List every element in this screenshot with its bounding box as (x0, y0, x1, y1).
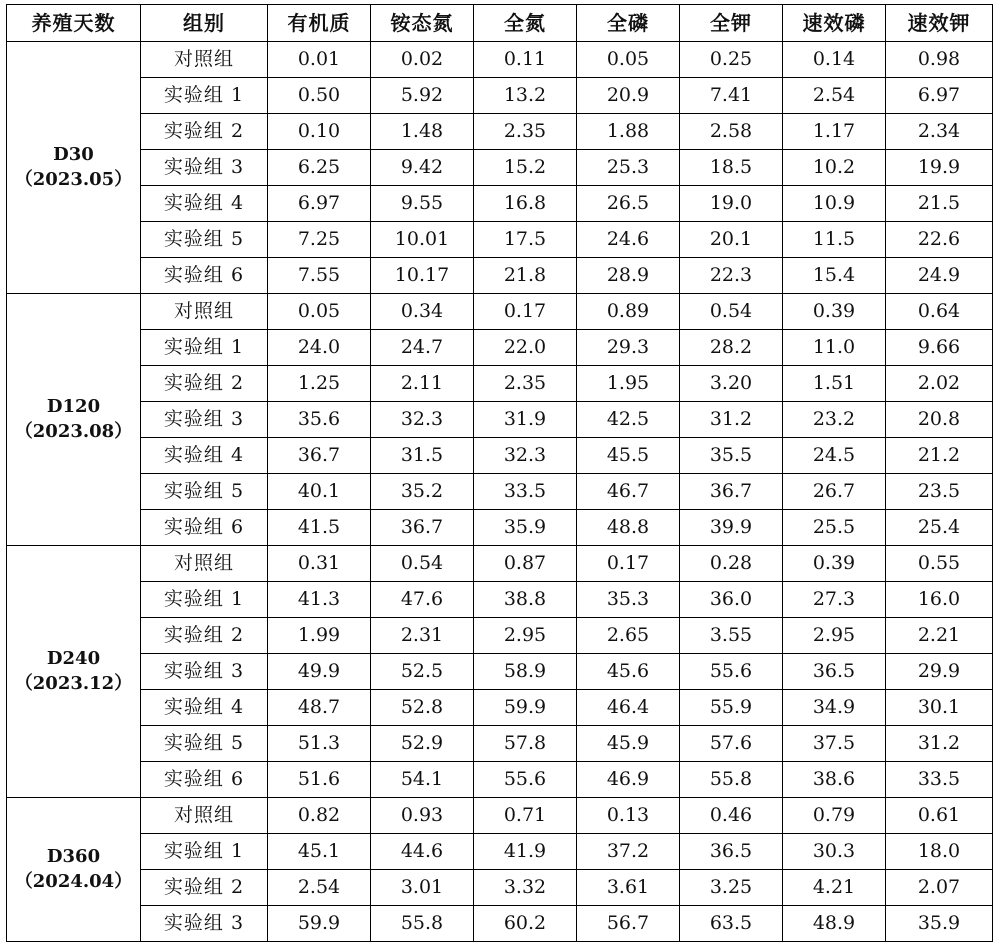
value-cell: 0.13 (577, 798, 680, 834)
value-cell: 52.8 (371, 690, 474, 726)
value-cell: 57.8 (474, 726, 577, 762)
value-cell: 0.14 (783, 42, 886, 78)
table-row (7, 294, 993, 330)
value-cell: 9.66 (886, 330, 993, 366)
value-cell: 44.6 (371, 834, 474, 870)
value-cell: 45.1 (268, 834, 371, 870)
value-cell: 0.39 (783, 294, 886, 330)
value-cell: 2.35 (474, 114, 577, 150)
value-cell: 30.1 (886, 690, 993, 726)
value-cell: 60.2 (474, 906, 577, 942)
value-cell: 57.6 (680, 726, 783, 762)
header-cell: 全钾 (680, 5, 783, 42)
value-cell: 35.3 (577, 582, 680, 618)
value-cell: 24.6 (577, 222, 680, 258)
table-row (7, 150, 993, 186)
value-cell: 23.2 (783, 402, 886, 438)
table-row (7, 114, 993, 150)
value-cell: 11.5 (783, 222, 886, 258)
value-cell: 27.3 (783, 582, 886, 618)
table-row (7, 834, 993, 870)
value-cell: 0.39 (783, 546, 886, 582)
table-row (7, 510, 993, 546)
group-cell: 对照组 (141, 798, 268, 834)
value-cell: 42.5 (577, 402, 680, 438)
value-cell: 35.2 (371, 474, 474, 510)
group-cell: 对照组 (141, 546, 268, 582)
group-cell: 实验组 5 (141, 222, 268, 258)
value-cell: 0.71 (474, 798, 577, 834)
value-cell: 26.7 (783, 474, 886, 510)
group-cell: 实验组 2 (141, 366, 268, 402)
table-row (7, 474, 993, 510)
value-cell: 2.58 (680, 114, 783, 150)
value-cell: 22.3 (680, 258, 783, 294)
value-cell: 35.9 (886, 906, 993, 942)
period-date: （2023.05） (14, 168, 133, 190)
value-cell: 23.5 (886, 474, 993, 510)
table-row (7, 798, 993, 834)
value-cell: 0.01 (268, 42, 371, 78)
value-cell: 2.95 (474, 618, 577, 654)
period-day: D120 (46, 396, 101, 418)
group-cell: 实验组 3 (141, 402, 268, 438)
value-cell: 7.41 (680, 78, 783, 114)
value-cell: 20.9 (577, 78, 680, 114)
value-cell: 16.0 (886, 582, 993, 618)
value-cell: 46.7 (577, 474, 680, 510)
value-cell: 2.21 (886, 618, 993, 654)
value-cell: 33.5 (474, 474, 577, 510)
value-cell: 0.54 (371, 546, 474, 582)
value-cell: 24.5 (783, 438, 886, 474)
value-cell: 56.7 (577, 906, 680, 942)
table-row (7, 618, 993, 654)
value-cell: 30.3 (783, 834, 886, 870)
value-cell: 45.5 (577, 438, 680, 474)
value-cell: 58.9 (474, 654, 577, 690)
period-date: （2023.08） (14, 420, 133, 442)
value-cell: 29.9 (886, 654, 993, 690)
period-date: （2024.04） (14, 870, 133, 892)
value-cell: 41.5 (268, 510, 371, 546)
value-cell: 0.89 (577, 294, 680, 330)
value-cell: 2.35 (474, 366, 577, 402)
group-cell: 实验组 5 (141, 726, 268, 762)
value-cell: 0.87 (474, 546, 577, 582)
period-day: D30 (53, 144, 94, 166)
value-cell: 2.34 (886, 114, 993, 150)
value-cell: 3.20 (680, 366, 783, 402)
value-cell: 0.17 (474, 294, 577, 330)
value-cell: 25.3 (577, 150, 680, 186)
value-cell: 1.48 (371, 114, 474, 150)
value-cell: 15.4 (783, 258, 886, 294)
table-row (7, 402, 993, 438)
value-cell: 0.02 (371, 42, 474, 78)
group-cell: 实验组 2 (141, 618, 268, 654)
group-cell: 实验组 1 (141, 330, 268, 366)
value-cell: 21.8 (474, 258, 577, 294)
value-cell: 36.7 (680, 474, 783, 510)
value-cell: 0.98 (886, 42, 993, 78)
value-cell: 63.5 (680, 906, 783, 942)
header-cell: 养殖天数 (7, 5, 141, 42)
value-cell: 28.9 (577, 258, 680, 294)
header-cell: 全氮 (474, 5, 577, 42)
table-row (7, 546, 993, 582)
value-cell: 24.9 (886, 258, 993, 294)
table-row (7, 906, 993, 942)
value-cell: 32.3 (474, 438, 577, 474)
value-cell: 20.1 (680, 222, 783, 258)
value-cell: 35.5 (680, 438, 783, 474)
value-cell: 37.5 (783, 726, 886, 762)
period-cell (7, 294, 141, 546)
table-row (7, 870, 993, 906)
header-cell: 全磷 (577, 5, 680, 42)
value-cell: 21.5 (886, 186, 993, 222)
value-cell: 7.55 (268, 258, 371, 294)
value-cell: 0.17 (577, 546, 680, 582)
table-row (7, 438, 993, 474)
table-row (7, 78, 993, 114)
value-cell: 10.2 (783, 150, 886, 186)
value-cell: 22.0 (474, 330, 577, 366)
value-cell: 19.0 (680, 186, 783, 222)
period-date: （2023.12） (14, 672, 133, 694)
value-cell: 17.5 (474, 222, 577, 258)
table-row (7, 762, 993, 798)
period-cell (7, 798, 141, 942)
value-cell: 3.61 (577, 870, 680, 906)
header-cell: 速效钾 (886, 5, 993, 42)
value-cell: 24.7 (371, 330, 474, 366)
value-cell: 0.34 (371, 294, 474, 330)
value-cell: 3.32 (474, 870, 577, 906)
value-cell: 33.5 (886, 762, 993, 798)
table-row (7, 258, 993, 294)
value-cell: 45.9 (577, 726, 680, 762)
group-cell: 实验组 6 (141, 762, 268, 798)
value-cell: 16.8 (474, 186, 577, 222)
value-cell: 52.9 (371, 726, 474, 762)
value-cell: 48.8 (577, 510, 680, 546)
value-cell: 11.0 (783, 330, 886, 366)
group-cell: 实验组 4 (141, 186, 268, 222)
value-cell: 0.79 (783, 798, 886, 834)
value-cell: 0.50 (268, 78, 371, 114)
value-cell: 15.2 (474, 150, 577, 186)
value-cell: 32.3 (371, 402, 474, 438)
value-cell: 4.21 (783, 870, 886, 906)
value-cell: 31.2 (680, 402, 783, 438)
value-cell: 18.0 (886, 834, 993, 870)
value-cell: 51.6 (268, 762, 371, 798)
value-cell: 0.10 (268, 114, 371, 150)
value-cell: 1.17 (783, 114, 886, 150)
value-cell: 2.07 (886, 870, 993, 906)
value-cell: 0.46 (680, 798, 783, 834)
value-cell: 36.5 (783, 654, 886, 690)
value-cell: 37.2 (577, 834, 680, 870)
value-cell: 28.2 (680, 330, 783, 366)
value-cell: 1.51 (783, 366, 886, 402)
value-cell: 48.7 (268, 690, 371, 726)
value-cell: 25.4 (886, 510, 993, 546)
soil-nutrient-table (6, 4, 993, 942)
table-row (7, 186, 993, 222)
value-cell: 20.8 (886, 402, 993, 438)
table-row (7, 690, 993, 726)
value-cell: 46.4 (577, 690, 680, 726)
value-cell: 38.8 (474, 582, 577, 618)
value-cell: 0.11 (474, 42, 577, 78)
value-cell: 3.25 (680, 870, 783, 906)
value-cell: 31.9 (474, 402, 577, 438)
value-cell: 2.95 (783, 618, 886, 654)
value-cell: 36.0 (680, 582, 783, 618)
table-row (7, 654, 993, 690)
value-cell: 9.55 (371, 186, 474, 222)
value-cell: 36.5 (680, 834, 783, 870)
value-cell: 41.9 (474, 834, 577, 870)
value-cell: 22.6 (886, 222, 993, 258)
value-cell: 1.88 (577, 114, 680, 150)
value-cell: 47.6 (371, 582, 474, 618)
value-cell: 40.1 (268, 474, 371, 510)
value-cell: 24.0 (268, 330, 371, 366)
value-cell: 54.1 (371, 762, 474, 798)
value-cell: 41.3 (268, 582, 371, 618)
value-cell: 10.01 (371, 222, 474, 258)
group-cell: 实验组 4 (141, 438, 268, 474)
value-cell: 0.31 (268, 546, 371, 582)
period-cell (7, 546, 141, 798)
value-cell: 35.9 (474, 510, 577, 546)
value-cell: 13.2 (474, 78, 577, 114)
value-cell: 26.5 (577, 186, 680, 222)
value-cell: 6.97 (268, 186, 371, 222)
value-cell: 0.05 (577, 42, 680, 78)
period-day: D360 (46, 846, 101, 868)
value-cell: 38.6 (783, 762, 886, 798)
value-cell: 55.6 (680, 654, 783, 690)
value-cell: 5.92 (371, 78, 474, 114)
value-cell: 2.65 (577, 618, 680, 654)
value-cell: 55.6 (474, 762, 577, 798)
value-cell: 46.9 (577, 762, 680, 798)
group-cell: 实验组 4 (141, 690, 268, 726)
value-cell: 2.11 (371, 366, 474, 402)
value-cell: 31.5 (371, 438, 474, 474)
value-cell: 3.55 (680, 618, 783, 654)
table-row (7, 366, 993, 402)
value-cell: 51.3 (268, 726, 371, 762)
value-cell: 0.93 (371, 798, 474, 834)
value-cell: 55.9 (680, 690, 783, 726)
value-cell: 6.25 (268, 150, 371, 186)
group-cell: 实验组 1 (141, 78, 268, 114)
value-cell: 59.9 (268, 906, 371, 942)
table-container (6, 4, 993, 942)
value-cell: 6.97 (886, 78, 993, 114)
value-cell: 2.54 (783, 78, 886, 114)
value-cell: 59.9 (474, 690, 577, 726)
header-cell: 速效磷 (783, 5, 886, 42)
value-cell: 2.02 (886, 366, 993, 402)
group-cell: 实验组 2 (141, 114, 268, 150)
value-cell: 45.6 (577, 654, 680, 690)
value-cell: 1.99 (268, 618, 371, 654)
group-cell: 实验组 3 (141, 654, 268, 690)
value-cell: 10.9 (783, 186, 886, 222)
value-cell: 49.9 (268, 654, 371, 690)
value-cell: 0.61 (886, 798, 993, 834)
value-cell: 52.5 (371, 654, 474, 690)
table-row (7, 726, 993, 762)
value-cell: 21.2 (886, 438, 993, 474)
group-cell: 实验组 1 (141, 582, 268, 618)
value-cell: 29.3 (577, 330, 680, 366)
group-cell: 对照组 (141, 42, 268, 78)
group-cell: 实验组 6 (141, 258, 268, 294)
value-cell: 34.9 (783, 690, 886, 726)
group-cell: 实验组 2 (141, 870, 268, 906)
value-cell: 39.9 (680, 510, 783, 546)
header-cell: 有机质 (268, 5, 371, 42)
value-cell: 7.25 (268, 222, 371, 258)
header-cell: 铵态氮 (371, 5, 474, 42)
value-cell: 2.31 (371, 618, 474, 654)
value-cell: 9.42 (371, 150, 474, 186)
table-row (7, 222, 993, 258)
value-cell: 1.95 (577, 366, 680, 402)
value-cell: 0.82 (268, 798, 371, 834)
value-cell: 10.17 (371, 258, 474, 294)
value-cell: 0.55 (886, 546, 993, 582)
value-cell: 35.6 (268, 402, 371, 438)
value-cell: 2.54 (268, 870, 371, 906)
group-cell: 实验组 6 (141, 510, 268, 546)
value-cell: 55.8 (680, 762, 783, 798)
group-cell: 实验组 1 (141, 834, 268, 870)
group-cell: 实验组 5 (141, 474, 268, 510)
table-row (7, 42, 993, 78)
value-cell: 25.5 (783, 510, 886, 546)
value-cell: 0.25 (680, 42, 783, 78)
table-row (7, 582, 993, 618)
value-cell: 18.5 (680, 150, 783, 186)
table-row (7, 330, 993, 366)
group-cell: 对照组 (141, 294, 268, 330)
period-day: D240 (46, 648, 101, 670)
period-cell (7, 42, 141, 294)
value-cell: 0.64 (886, 294, 993, 330)
group-cell: 实验组 3 (141, 906, 268, 942)
value-cell: 3.01 (371, 870, 474, 906)
value-cell: 36.7 (371, 510, 474, 546)
value-cell: 55.8 (371, 906, 474, 942)
value-cell: 0.54 (680, 294, 783, 330)
group-cell: 实验组 3 (141, 150, 268, 186)
value-cell: 1.25 (268, 366, 371, 402)
value-cell: 48.9 (783, 906, 886, 942)
value-cell: 31.2 (886, 726, 993, 762)
value-cell: 36.7 (268, 438, 371, 474)
header-cell: 组别 (141, 5, 268, 42)
value-cell: 0.05 (268, 294, 371, 330)
value-cell: 19.9 (886, 150, 993, 186)
value-cell: 0.28 (680, 546, 783, 582)
header-row (7, 5, 993, 42)
